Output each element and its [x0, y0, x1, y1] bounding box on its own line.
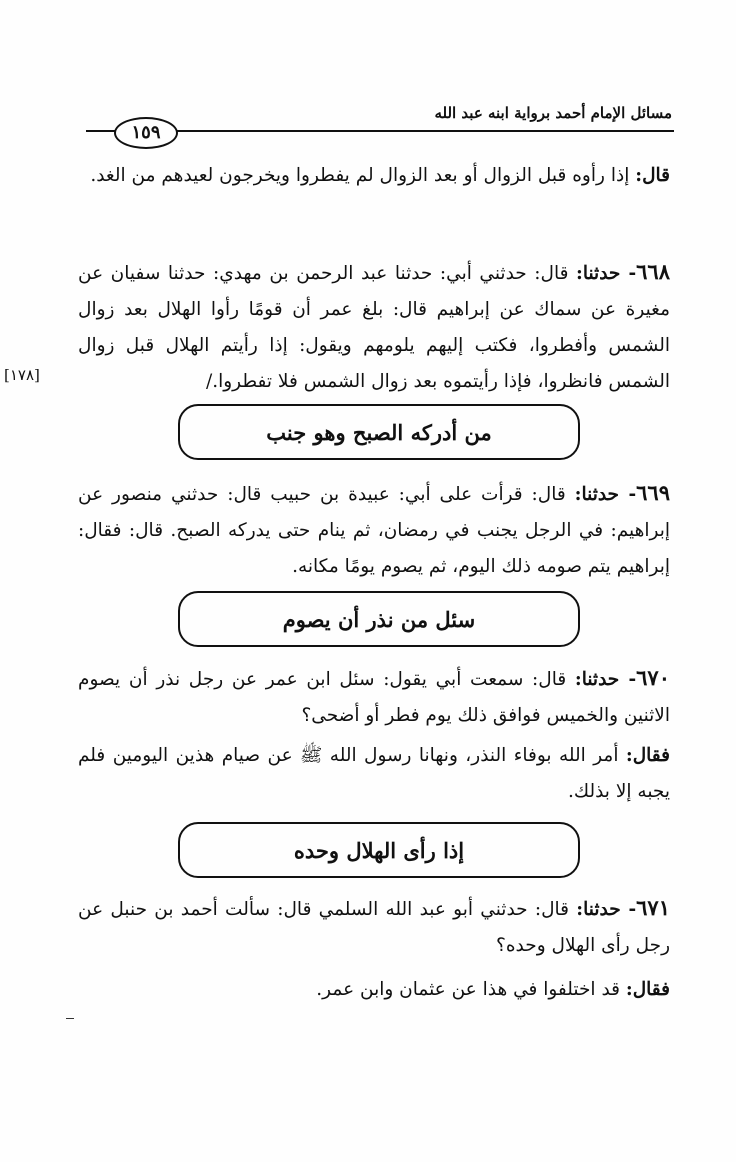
- paragraph-text: قال: قرأت على أبي: عبيدة بن حبيب قال: حدثني منصور عن إبراهيم: في الرجل يجنب في رمضان، ثم ينام حتى يدركه الصبح. قال: فقال: إبراهيم يتم صومه ذلك اليوم، ثم يصوم يومًا مكانه.: [78, 484, 670, 577]
- paragraph-lead: قال:: [635, 165, 670, 186]
- paragraph-lead: فقال:: [625, 979, 670, 1000]
- section-heading-3: إذا رأى الهلال وحده: [178, 822, 580, 878]
- paragraph-lead: فقال:: [625, 745, 670, 766]
- hadith-671: [78, 890, 670, 964]
- paragraph-text: قال: حدثني أبي: حدثنا عبد الرحمن بن مهدي: حدثنا سفيان عن مغيرة عن سماك عن إبراهيم قال: بلغ عمر أن قومًا رأوا الهلال بعد زوال الشمس وأفطروا، فكتب إليهم يلومهم ويقول: إذا رأيتم الهلال قبل زوال الشمس فانظروا، فإذا رأيتموه بعد زوال الشمس فلا تفطروا./: [78, 263, 670, 392]
- paragraph-answer-1: [78, 738, 670, 810]
- paragraph-text: إذا رأوه قبل الزوال أو بعد الزوال لم يفطروا ويخرجون لعيدهم من الغد.: [90, 165, 636, 186]
- paragraph-lead: - حدثنا:: [576, 899, 637, 920]
- paragraph-1: [78, 158, 670, 194]
- hadith-number: ٦٦٩: [636, 480, 670, 505]
- section-heading-1: من أدركه الصبح وهو جنب: [178, 404, 580, 460]
- section-heading-2: سئل من نذر أن يصوم: [178, 591, 580, 647]
- paragraph-lead: - حدثنا:: [574, 484, 637, 505]
- hadith-668: [78, 254, 670, 400]
- hadith-number: ٦٦٨: [636, 259, 670, 284]
- hadith-number: ٦٧١: [636, 895, 670, 920]
- paragraph-answer-2: [78, 972, 670, 1008]
- hadith-number: ٦٧٠: [636, 665, 670, 690]
- page-number: ١٥٩: [114, 117, 178, 149]
- footer-mark: [66, 1018, 74, 1019]
- paragraph-lead: - حدثنا:: [576, 263, 637, 284]
- paragraph-lead: - حدثنا:: [574, 669, 637, 690]
- running-title: مسائل الإمام أحمد برواية ابنه عبد الله: [434, 104, 672, 122]
- margin-reference: [١٧٨]: [4, 366, 40, 384]
- hadith-669: [78, 475, 670, 585]
- hadith-670: [78, 660, 670, 734]
- paragraph-text: قال: حدثني أبو عبد الله السلمي قال: سألت أحمد بن حنبل عن رجل رأى الهلال وحده؟: [78, 899, 670, 956]
- paragraph-text: أمر الله بوفاء النذر، ونهانا رسول الله ﷺ عن صيام هذين اليومين فلم يجبه إلا بذلك.: [78, 745, 670, 802]
- paragraph-text: قال: سمعت أبي يقول: سئل ابن عمر عن رجل نذر أن يصوم الاثنين والخميس فوافق ذلك يوم فطر أو أضحى؟: [78, 669, 670, 726]
- paragraph-text: قد اختلفوا في هذا عن عثمان وابن عمر.: [316, 979, 626, 1000]
